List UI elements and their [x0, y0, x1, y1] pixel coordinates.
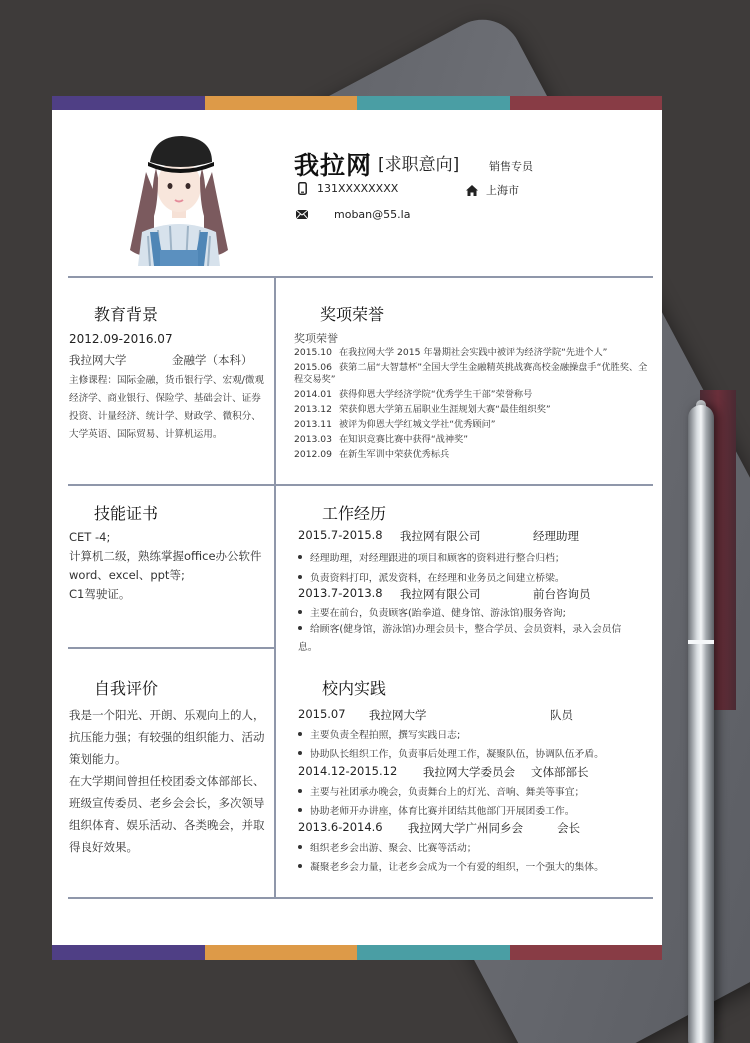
campus-date: 2013.6-2014.6 [298, 820, 383, 834]
campus-role: 文体部部长 [531, 765, 589, 779]
campus-title: 校内实践 [322, 679, 387, 698]
campus-org: 我拉网大学 [369, 708, 427, 722]
top-color-bar [52, 96, 662, 110]
intent-label: [求职意向] [378, 155, 460, 175]
applicant-name: 我拉网 [294, 151, 373, 180]
location-text: 上海市 [486, 184, 519, 197]
campus-bullet: 组织老乡会出游、聚会、比赛等活动； [298, 840, 477, 854]
award-item: 2015.06 获第二届“大智慧杯”全国大学生金融精英挑战赛高校金融操盘手“优胜奖、全程交易奖” [294, 362, 648, 385]
skills-list [69, 528, 269, 604]
awards-title: 奖项荣誉 [320, 305, 385, 324]
skills-title: 技能证书 [94, 504, 159, 523]
education-major: 金融学（本科） [172, 353, 253, 367]
campus-bullet: 协助老师开办讲座，体育比赛并团结其他部门开展团委工作。 [298, 803, 575, 817]
awards-subtitle: 奖项荣誉 [294, 332, 338, 345]
job-role: 前台咨询员 [533, 587, 591, 601]
campus-bullet: 协助队长组织工作，负责事后处理工作，凝聚队伍，协调队伍矛盾。 [298, 746, 604, 760]
job-role: 经理助理 [533, 529, 579, 543]
email-address: moban@55.la [334, 208, 411, 221]
education-title: 教育背景 [94, 305, 159, 324]
job-bullet: 给顾客(健身馆，游泳馆)办理会员卡，整合学员、会员资料，录入会员信息。 [298, 621, 634, 657]
self-eval-p1: 我是一个阳光、开朗、乐观向上的人，抗压能力强；有较强的组织能力、活动策划能力。 [69, 708, 265, 766]
award-item: 2012.09 在新生军训中荣获优秀标兵 [294, 449, 450, 460]
job-bullet: 主要在前台，负责顾客(跆拳道、健身馆、游泳馆)服务咨询; [298, 605, 566, 619]
intent-value: 销售专员 [489, 160, 533, 173]
home-icon [466, 185, 478, 196]
job-company: 我拉网有限公司 [400, 587, 481, 601]
bar-teal [357, 945, 510, 960]
campus-role: 会长 [557, 821, 580, 835]
education-date: 2012.09-2016.07 [69, 332, 173, 346]
award-item: 2013.11 被评为仰恩大学红城文学社“优秀顾问” [294, 419, 496, 430]
award-item: 2015.10 在我拉网大学 2015 年暑期社会实践中被评为经济学院“先进个人” [294, 347, 608, 358]
bar-orange [205, 96, 358, 110]
self-eval-title: 自我评价 [94, 679, 159, 698]
divider-footer [68, 897, 653, 899]
job-bullet: 经理助理，对经理跟进的项目和顾客的资料进行整合归档； [298, 550, 565, 564]
award-item: 2013.03 在知识竞赛比赛中获得“战神奖” [294, 434, 468, 445]
contact-email [296, 208, 410, 221]
campus-org: 我拉网大学委员会 [423, 765, 515, 779]
mail-icon [296, 210, 308, 219]
campus-role: 队员 [550, 708, 573, 722]
self-eval-text [69, 704, 271, 858]
phone-number: 131XXXXXXXX [317, 182, 399, 195]
education-courses: 主修课程：国际金融，货币银行学、宏观/微观经济学、商业银行、保险学、基础会计、证券投资、计量经济、统计学、财政学、微积分、大学英语、国际贸易、计算机运用。 [69, 375, 265, 440]
bar-maroon [510, 945, 663, 960]
self-eval-p2: 在大学期间曾担任校团委文体部部长、班级宣传委员、老乡会会长，多次领导组织体育、娱乐活动、各类晚会，并取得良好效果。 [69, 774, 265, 854]
bar-purple [52, 945, 205, 960]
bar-orange [205, 945, 358, 960]
award-item: 2014.01 获得仰恩大学经济学院“优秀学生干部”荣誉称号 [294, 389, 533, 400]
bar-purple [52, 96, 205, 110]
phone-icon [298, 182, 307, 195]
divider-left-row2 [68, 647, 274, 649]
bar-teal [357, 96, 510, 110]
skill-item: CET -4; [69, 530, 111, 544]
divider-row1 [68, 484, 653, 486]
skill-item: C1驾驶证。 [69, 587, 131, 601]
job-bullet: 负责资料打印，派发资料，在经理和业务员之间建立桥梁。 [298, 570, 565, 584]
campus-date: 2015.07 [298, 707, 346, 721]
pen [688, 405, 714, 1043]
divider-vertical [274, 277, 276, 897]
awards-list [294, 347, 654, 464]
bottom-color-bar [52, 945, 662, 960]
work-title: 工作经历 [322, 504, 387, 523]
campus-bullet: 主要负责全程拍照，撰写实践日志; [298, 727, 460, 741]
avatar [124, 132, 234, 266]
job-date: 2015.7-2015.8 [298, 528, 383, 542]
pen-ring [688, 640, 714, 644]
award-item: 2013.12 荣获仰恩大学第五届职业生涯规划大赛“最佳组织奖” [294, 404, 551, 415]
job-date: 2013.7-2013.8 [298, 586, 383, 600]
divider-header [68, 276, 653, 278]
campus-date: 2014.12-2015.12 [298, 764, 398, 778]
resume-page [52, 96, 662, 960]
job-company: 我拉网有限公司 [400, 529, 481, 543]
campus-bullet: 主要与社团承办晚会，负责舞台上的灯光、音响、舞美等事宜； [298, 784, 584, 798]
bar-maroon [510, 96, 663, 110]
skill-item: 计算机二级，熟练掌握office办公软件word、excel、ppt等; [69, 549, 262, 582]
campus-org: 我拉网大学广州同乡会 [408, 821, 523, 835]
campus-bullet: 凝聚老乡会力量，让老乡会成为一个有爱的组织，一个强大的集体。 [298, 859, 604, 873]
contact-location [466, 182, 519, 198]
contact-phone [298, 182, 398, 195]
education-school: 我拉网大学 [69, 353, 127, 367]
